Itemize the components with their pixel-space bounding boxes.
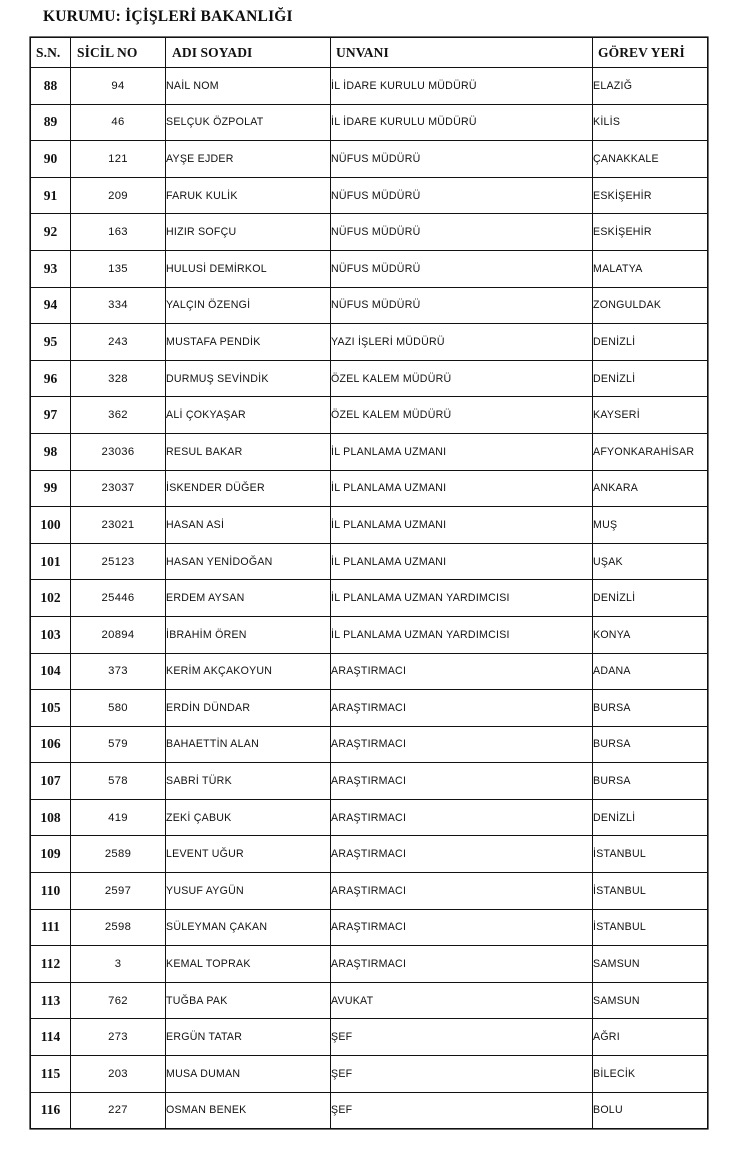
table-row — [31, 1019, 708, 1056]
table-row — [31, 68, 708, 105]
table-row — [31, 799, 708, 836]
cell-adi-soyadi: ALİ ÇOKYAŞAR — [166, 397, 331, 434]
cell-sn: 110 — [31, 873, 71, 910]
cell-gorev-yeri: BURSA — [593, 763, 708, 800]
cell-gorev-yeri: MALATYA — [593, 250, 708, 287]
cell-gorev-yeri: ZONGULDAK — [593, 287, 708, 324]
cell-unvani: ARAŞTIRMACI — [331, 763, 593, 800]
cell-unvani: YAZI İŞLERİ MÜDÜRÜ — [331, 324, 593, 361]
cell-sn: 98 — [31, 433, 71, 470]
cell-gorev-yeri: ELAZIĞ — [593, 68, 708, 105]
cell-unvani: ARAŞTIRMACI — [331, 799, 593, 836]
cell-adi-soyadi: YUSUF AYGÜN — [166, 873, 331, 910]
cell-adi-soyadi: HULUSİ DEMİRKOL — [166, 250, 331, 287]
cell-adi-soyadi: İBRAHİM ÖREN — [166, 616, 331, 653]
cell-adi-soyadi: İSKENDER DÜĞER — [166, 470, 331, 507]
table-row — [31, 250, 708, 287]
cell-gorev-yeri: SAMSUN — [593, 946, 708, 983]
cell-adi-soyadi: HASAN YENİDOĞAN — [166, 543, 331, 580]
column-header-unvani: UNVANI — [331, 38, 593, 68]
table-row — [31, 433, 708, 470]
table-row — [31, 580, 708, 617]
cell-adi-soyadi: HASAN ASİ — [166, 507, 331, 544]
cell-gorev-yeri: ESKİŞEHİR — [593, 214, 708, 251]
cell-sicil-no: 362 — [71, 397, 166, 434]
cell-gorev-yeri: DENİZLİ — [593, 799, 708, 836]
cell-sicil-no: 2598 — [71, 909, 166, 946]
cell-gorev-yeri: BOLU — [593, 1092, 708, 1129]
cell-gorev-yeri: UŞAK — [593, 543, 708, 580]
cell-sicil-no: 273 — [71, 1019, 166, 1056]
cell-adi-soyadi: FARUK KULİK — [166, 177, 331, 214]
cell-unvani: İL PLANLAMA UZMANI — [331, 507, 593, 544]
cell-gorev-yeri: AĞRI — [593, 1019, 708, 1056]
cell-adi-soyadi: BAHAETTİN ALAN — [166, 726, 331, 763]
cell-sicil-no: 23037 — [71, 470, 166, 507]
cell-unvani: AVUKAT — [331, 982, 593, 1019]
cell-sicil-no: 243 — [71, 324, 166, 361]
cell-gorev-yeri: ANKARA — [593, 470, 708, 507]
cell-unvani: ARAŞTIRMACI — [331, 726, 593, 763]
table-row — [31, 726, 708, 763]
cell-sn: 111 — [31, 909, 71, 946]
cell-sn: 91 — [31, 177, 71, 214]
cell-unvani: ARAŞTIRMACI — [331, 653, 593, 690]
cell-sicil-no: 578 — [71, 763, 166, 800]
cell-sn: 109 — [31, 836, 71, 873]
cell-sn: 105 — [31, 690, 71, 727]
cell-sn: 112 — [31, 946, 71, 983]
cell-gorev-yeri: KİLİS — [593, 104, 708, 141]
cell-adi-soyadi: HIZIR SOFÇU — [166, 214, 331, 251]
cell-sn: 90 — [31, 141, 71, 178]
cell-sn: 106 — [31, 726, 71, 763]
cell-adi-soyadi: ERGÜN TATAR — [166, 1019, 331, 1056]
cell-sicil-no: 580 — [71, 690, 166, 727]
cell-sn: 95 — [31, 324, 71, 361]
cell-sn: 115 — [31, 1056, 71, 1093]
table-row — [31, 470, 708, 507]
cell-adi-soyadi: ZEKİ ÇABUK — [166, 799, 331, 836]
table-row — [31, 653, 708, 690]
cell-unvani: İL İDARE KURULU MÜDÜRÜ — [331, 104, 593, 141]
cell-adi-soyadi: ERDEM AYSAN — [166, 580, 331, 617]
cell-sicil-no: 2597 — [71, 873, 166, 910]
cell-sicil-no: 23036 — [71, 433, 166, 470]
cell-unvani: ARAŞTIRMACI — [331, 836, 593, 873]
cell-sicil-no: 373 — [71, 653, 166, 690]
cell-unvani: İL İDARE KURULU MÜDÜRÜ — [331, 68, 593, 105]
cell-adi-soyadi: MUSTAFA PENDİK — [166, 324, 331, 361]
cell-gorev-yeri: KONYA — [593, 616, 708, 653]
cell-adi-soyadi: AYŞE EJDER — [166, 141, 331, 178]
cell-unvani: NÜFUS MÜDÜRÜ — [331, 141, 593, 178]
table-row — [31, 360, 708, 397]
cell-adi-soyadi: MUSA DUMAN — [166, 1056, 331, 1093]
cell-gorev-yeri: BİLECİK — [593, 1056, 708, 1093]
cell-sicil-no: 227 — [71, 1092, 166, 1129]
page-title: KURUMU: İÇİŞLERİ BAKANLIĞI — [43, 8, 293, 25]
cell-unvani: İL PLANLAMA UZMAN YARDIMCISI — [331, 616, 593, 653]
cell-adi-soyadi: KEMAL TOPRAK — [166, 946, 331, 983]
cell-sicil-no: 203 — [71, 1056, 166, 1093]
cell-sicil-no: 334 — [71, 287, 166, 324]
table-row — [31, 1092, 708, 1129]
table-row — [31, 1056, 708, 1093]
table-row — [31, 763, 708, 800]
cell-adi-soyadi: NAİL NOM — [166, 68, 331, 105]
cell-sicil-no: 163 — [71, 214, 166, 251]
cell-gorev-yeri: ADANA — [593, 653, 708, 690]
cell-unvani: ARAŞTIRMACI — [331, 909, 593, 946]
table-row — [31, 141, 708, 178]
cell-unvani: ÖZEL KALEM MÜDÜRÜ — [331, 360, 593, 397]
cell-sicil-no: 3 — [71, 946, 166, 983]
cell-sn: 108 — [31, 799, 71, 836]
cell-sn: 96 — [31, 360, 71, 397]
cell-gorev-yeri: DENİZLİ — [593, 324, 708, 361]
cell-sn: 94 — [31, 287, 71, 324]
table-row — [31, 690, 708, 727]
cell-gorev-yeri: DENİZLİ — [593, 580, 708, 617]
cell-sn: 97 — [31, 397, 71, 434]
cell-sn: 107 — [31, 763, 71, 800]
table-row — [31, 836, 708, 873]
cell-sn: 103 — [31, 616, 71, 653]
column-header-adi-soyadi: ADI SOYADI — [166, 38, 331, 68]
column-header-gorev-yeri: GÖREV YERİ — [593, 38, 708, 68]
cell-adi-soyadi: SÜLEYMAN ÇAKAN — [166, 909, 331, 946]
cell-sicil-no: 2589 — [71, 836, 166, 873]
table-header — [31, 38, 708, 68]
table-row — [31, 946, 708, 983]
cell-sicil-no: 23021 — [71, 507, 166, 544]
cell-sicil-no: 579 — [71, 726, 166, 763]
cell-sicil-no: 762 — [71, 982, 166, 1019]
cell-adi-soyadi: ERDİN DÜNDAR — [166, 690, 331, 727]
cell-sicil-no: 328 — [71, 360, 166, 397]
cell-gorev-yeri: KAYSERİ — [593, 397, 708, 434]
table-row — [31, 616, 708, 653]
table-row — [31, 507, 708, 544]
cell-sn: 92 — [31, 214, 71, 251]
cell-sicil-no: 209 — [71, 177, 166, 214]
table-row — [31, 104, 708, 141]
cell-sn: 93 — [31, 250, 71, 287]
cell-adi-soyadi: DURMUŞ SEVİNDİK — [166, 360, 331, 397]
cell-unvani: ARAŞTIRMACI — [331, 873, 593, 910]
cell-adi-soyadi: TUĞBA PAK — [166, 982, 331, 1019]
cell-unvani: İL PLANLAMA UZMAN YARDIMCISI — [331, 580, 593, 617]
cell-sn: 99 — [31, 470, 71, 507]
table-row — [31, 177, 708, 214]
cell-adi-soyadi: SELÇUK ÖZPOLAT — [166, 104, 331, 141]
cell-unvani: ŞEF — [331, 1019, 593, 1056]
table-row — [31, 214, 708, 251]
cell-sicil-no: 20894 — [71, 616, 166, 653]
table-row — [31, 909, 708, 946]
column-header-sicil-no: SİCİL NO — [71, 38, 166, 68]
cell-sicil-no: 25446 — [71, 580, 166, 617]
cell-gorev-yeri: DENİZLİ — [593, 360, 708, 397]
table-row — [31, 324, 708, 361]
column-header-sn: S.N. — [31, 38, 71, 68]
personnel-table — [30, 37, 708, 1129]
cell-unvani: ARAŞTIRMACI — [331, 690, 593, 727]
cell-unvani: NÜFUS MÜDÜRÜ — [331, 287, 593, 324]
cell-adi-soyadi: RESUL BAKAR — [166, 433, 331, 470]
cell-sicil-no: 121 — [71, 141, 166, 178]
cell-gorev-yeri: MUŞ — [593, 507, 708, 544]
cell-unvani: ÖZEL KALEM MÜDÜRÜ — [331, 397, 593, 434]
cell-adi-soyadi: KERİM AKÇAKOYUN — [166, 653, 331, 690]
cell-adi-soyadi: OSMAN BENEK — [166, 1092, 331, 1129]
cell-sn: 113 — [31, 982, 71, 1019]
cell-unvani: NÜFUS MÜDÜRÜ — [331, 214, 593, 251]
cell-gorev-yeri: İSTANBUL — [593, 873, 708, 910]
cell-unvani: ARAŞTIRMACI — [331, 946, 593, 983]
cell-gorev-yeri: BURSA — [593, 726, 708, 763]
cell-gorev-yeri: İSTANBUL — [593, 836, 708, 873]
table-row — [31, 397, 708, 434]
cell-sn: 89 — [31, 104, 71, 141]
cell-unvani: ŞEF — [331, 1056, 593, 1093]
cell-sicil-no: 135 — [71, 250, 166, 287]
cell-sicil-no: 25123 — [71, 543, 166, 580]
cell-unvani: İL PLANLAMA UZMANI — [331, 543, 593, 580]
cell-sn: 104 — [31, 653, 71, 690]
table-header-row — [31, 38, 708, 68]
cell-unvani: İL PLANLAMA UZMANI — [331, 470, 593, 507]
cell-gorev-yeri: ÇANAKKALE — [593, 141, 708, 178]
table-row — [31, 287, 708, 324]
table-body — [31, 68, 708, 1129]
table-row — [31, 873, 708, 910]
table-row — [31, 982, 708, 1019]
cell-sn: 116 — [31, 1092, 71, 1129]
cell-sicil-no: 94 — [71, 68, 166, 105]
cell-sicil-no: 46 — [71, 104, 166, 141]
table-row — [31, 543, 708, 580]
cell-unvani: NÜFUS MÜDÜRÜ — [331, 177, 593, 214]
cell-gorev-yeri: SAMSUN — [593, 982, 708, 1019]
cell-unvani: İL PLANLAMA UZMANI — [331, 433, 593, 470]
cell-sn: 102 — [31, 580, 71, 617]
cell-sn: 100 — [31, 507, 71, 544]
cell-adi-soyadi: SABRİ TÜRK — [166, 763, 331, 800]
cell-gorev-yeri: AFYONKARAHİSAR — [593, 433, 708, 470]
cell-sn: 114 — [31, 1019, 71, 1056]
cell-gorev-yeri: ESKİŞEHİR — [593, 177, 708, 214]
cell-unvani: ŞEF — [331, 1092, 593, 1129]
cell-sn: 88 — [31, 68, 71, 105]
cell-adi-soyadi: YALÇIN ÖZENGİ — [166, 287, 331, 324]
cell-adi-soyadi: LEVENT UĞUR — [166, 836, 331, 873]
cell-sicil-no: 419 — [71, 799, 166, 836]
cell-gorev-yeri: BURSA — [593, 690, 708, 727]
cell-gorev-yeri: İSTANBUL — [593, 909, 708, 946]
cell-sn: 101 — [31, 543, 71, 580]
cell-unvani: NÜFUS MÜDÜRÜ — [331, 250, 593, 287]
